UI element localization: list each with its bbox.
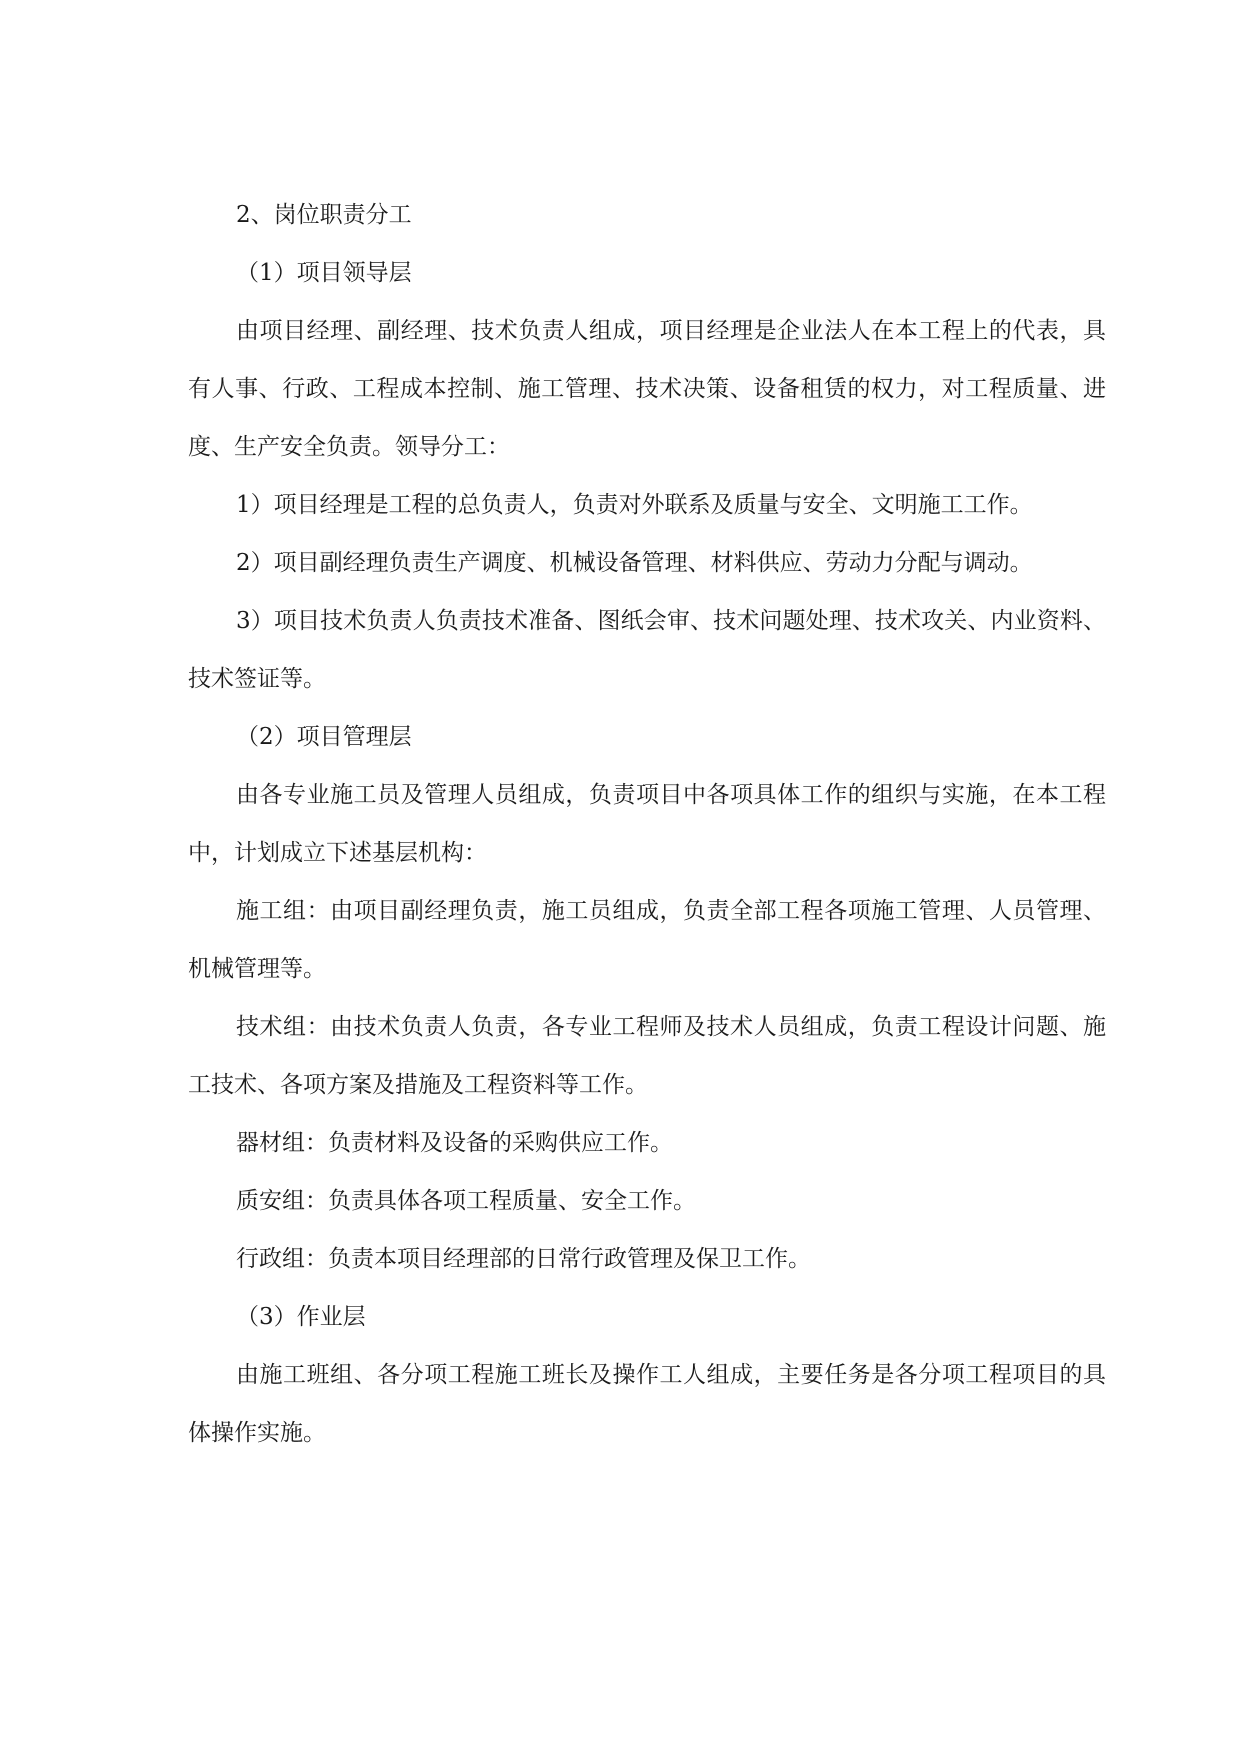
list-item: 1）项目经理是工程的总负责人，负责对外联系及质量与安全、文明施工工作。 xyxy=(236,492,1033,518)
document-body xyxy=(188,186,1106,1462)
body-paragraph: 由各专业施工员及管理人员组成，负责项目中各项具体工作的组织与实施，在本工程中，计划成立下述基层机构： xyxy=(188,782,1106,866)
body-paragraph: 器材组：负责材料及设备的采购供应工作。 xyxy=(236,1130,673,1156)
subsection-heading: （1）项目领导层 xyxy=(236,260,412,286)
subsection-heading: （2）项目管理层 xyxy=(236,724,412,750)
body-paragraph: 施工组：由项目副经理负责，施工员组成，负责全部工程各项施工管理、人员管理、机械管理等。 xyxy=(188,898,1106,982)
body-paragraph: 由项目经理、副经理、技术负责人组成，项目经理是企业法人在本工程上的代表，具有人事、行政、工程成本控制、施工管理、技术决策、设备租赁的权力，对工程质量、进度、生产安全负责。领导分工： xyxy=(188,318,1106,460)
list-item: 2）项目副经理负责生产调度、机械设备管理、材料供应、劳动力分配与调动。 xyxy=(236,550,1033,576)
section-heading: 2、岗位职责分工 xyxy=(236,202,412,228)
body-paragraph: 质安组：负责具体各项工程质量、安全工作。 xyxy=(236,1188,696,1214)
body-paragraph: 由施工班组、各分项工程施工班长及操作工人组成，主要任务是各分项工程项目的具体操作实施。 xyxy=(188,1362,1106,1446)
subsection-heading: （3）作业层 xyxy=(236,1304,366,1330)
body-paragraph: 行政组：负责本项目经理部的日常行政管理及保卫工作。 xyxy=(236,1246,811,1272)
body-paragraph: 技术组：由技术负责人负责，各专业工程师及技术人员组成，负责工程设计问题、施工技术、各项方案及措施及工程资料等工作。 xyxy=(188,1014,1106,1098)
list-item: 3）项目技术负责人负责技术准备、图纸会审、技术问题处理、技术攻关、内业资料、技术签证等。 xyxy=(188,608,1106,692)
